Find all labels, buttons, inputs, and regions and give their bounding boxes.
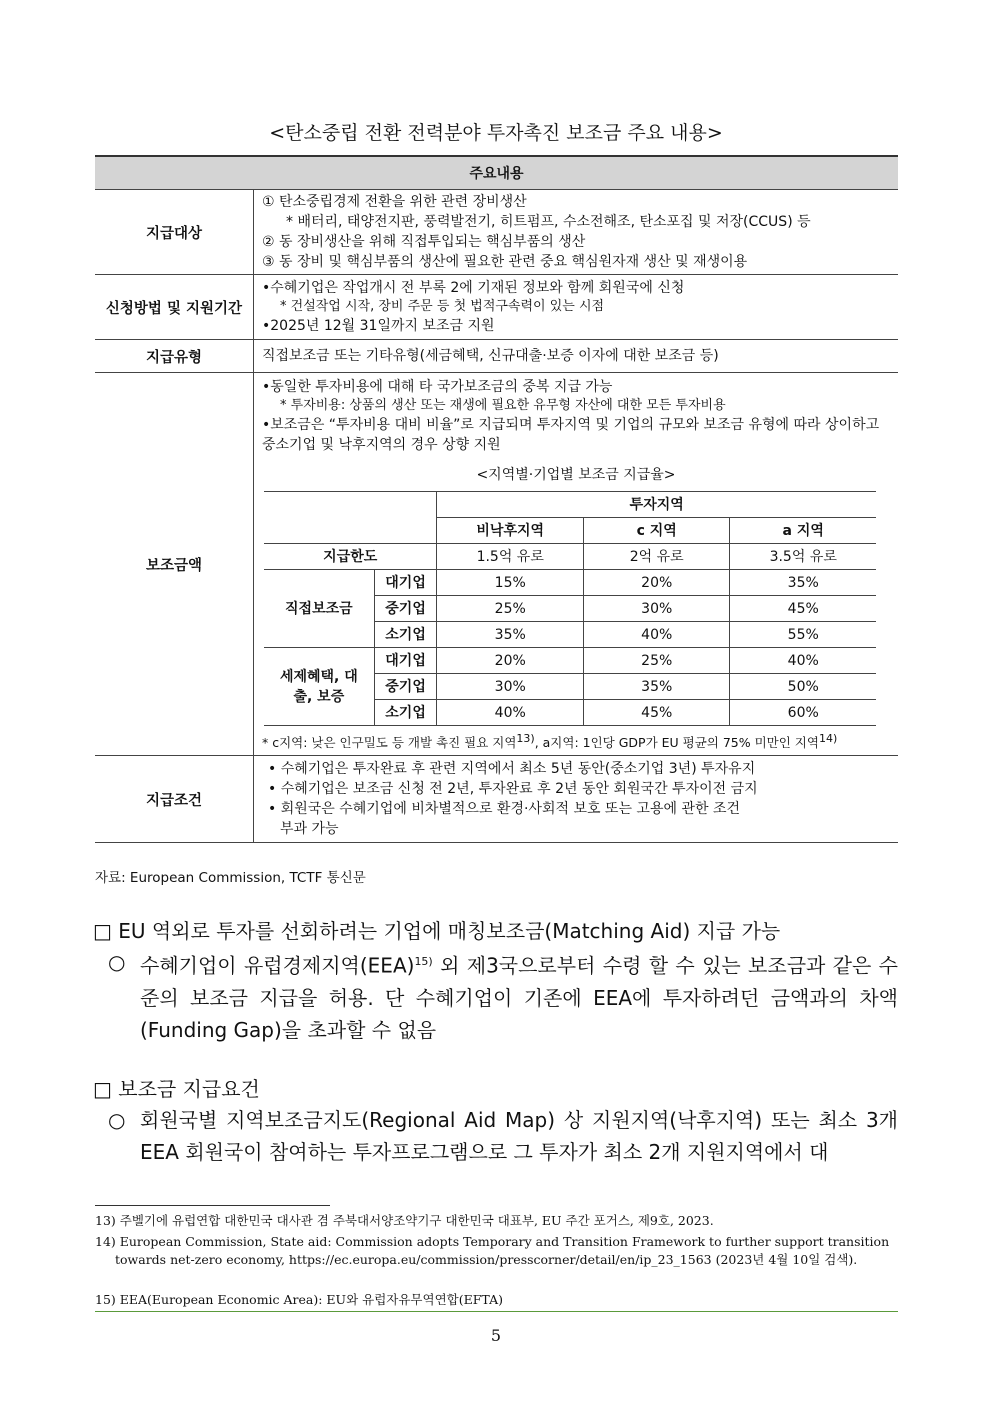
table-header: 주요내용 [95, 156, 898, 190]
list-item: • 수혜기업은 투자완료 후 관련 지역에서 최소 5년 동안(중소기업 3년) 투자유지 [268, 761, 756, 778]
footnote-13: 13) 주벨기에 유럽연합 대한민국 대사관 겸 주북대서양조약기구 대한민국 대표부, EU 주간 포거스, 제9호, 2023. [95, 1213, 714, 1228]
footnote-ref-15[interactable]: 15) [414, 955, 433, 968]
rate-cell: 30% [583, 596, 730, 622]
rate-cell: 25% [437, 596, 584, 622]
note-text-a: , a지역: 1인당 GDP가 EU 평균의 75% 미만인 지역 [534, 735, 819, 751]
section-heading-requirements: □ 보조금 지급요건 [93, 1077, 260, 1101]
row-content-type: 직접보조금 또는 기타유형(세금혜택, 신규대출·보증 이자에 대한 보조금 등) [254, 340, 899, 373]
row-content-apply [254, 275, 899, 340]
row-label-type: 지급유형 [95, 340, 254, 373]
table-row [264, 648, 876, 674]
size-label: 소기업 [374, 622, 437, 648]
table-row [95, 340, 898, 373]
empty-corner [264, 492, 437, 544]
rate-table [264, 491, 876, 726]
list-item: • 회원국은 수혜기업에 비차별적으로 환경·사회적 보호 또는 고용에 관한 조건 [268, 801, 741, 818]
row-label-apply: 신청방법 및 지원기간 [95, 275, 254, 340]
size-label: 중기업 [374, 596, 437, 622]
rate-cell: 35% [730, 570, 876, 596]
bullet-text-b: 외 제3국으로부터 수령 할 수 있는 보조금과 같은 수준의 보조금 지급을 허용. 단 수혜기업이 기존에 EEA에 투자하려던 금액과의 차액(Funding Gap)을 초과할 수 없음 [140, 953, 898, 1042]
bullet-text: 회원국별 지역보조금지도(Regional Aid Map) 상 지원지역(낙후지역) 또는 최소 3개 EEA 회원국이 참여하는 투자프로그램으로 그 투자가 최소 2개 지원지역에서 대 [140, 1108, 898, 1164]
rate-cell: 40% [730, 648, 876, 674]
rate-cell: 50% [730, 674, 876, 700]
size-label: 중기업 [374, 674, 437, 700]
list-item: •수혜기업은 작업개시 전 부록 2에 기재된 정보와 함께 회원국에 신청 [262, 280, 685, 296]
bullet-text-a: 수혜기업이 유럽경제지역(EEA) [140, 953, 415, 978]
table-row [95, 373, 898, 756]
circle-bullet-icon: ○ [108, 1108, 126, 1132]
rate-cell: 60% [730, 700, 876, 726]
region-a: a 지역 [730, 518, 876, 544]
rate-cell: 35% [583, 674, 730, 700]
circle-bullet-icon: ○ [108, 950, 126, 974]
rate-cell: 30% [437, 674, 584, 700]
page-number: 5 [490, 1326, 502, 1345]
rate-cell: 45% [730, 596, 876, 622]
footnote-divider [95, 1205, 330, 1206]
list-item: 부과 가능 [280, 821, 339, 838]
list-item: ③ 동 장비 및 핵심부품의 생산에 필요한 관련 중요 핵심원자재 생산 및 재생이용 [262, 254, 748, 270]
size-label: 대기업 [374, 570, 437, 596]
rate-cell: 25% [583, 648, 730, 674]
table-row [264, 570, 876, 596]
page-title: <탄소중립 전환 전력분야 투자촉진 보조금 주요 내용> [269, 122, 723, 144]
list-item: * 배터리, 태양전지판, 풍력발전기, 히트펌프, 수소전해조, 탄소포집 및 저장(CCUS) 등 [286, 214, 811, 230]
limit-cell: 1.5억 유로 [437, 544, 584, 570]
list-item: * 건설작업 시작, 장비 주문 등 첫 법적구속력이 있는 시점 [280, 299, 605, 314]
rate-cell: 15% [437, 570, 584, 596]
rate-cell: 40% [583, 622, 730, 648]
list-item: ② 동 장비생산을 위해 직접투입되는 핵심부품의 생산 [262, 234, 586, 250]
section-heading-matching-aid: □ EU 역외로 투자를 선회하려는 기업에 매칭보조금(Matching Aid) 지급 가능 [93, 919, 781, 943]
row-label-target: 지급대상 [95, 190, 254, 275]
row-content-amount [254, 373, 899, 756]
size-label: 대기업 [374, 648, 437, 674]
footnote-14: 14) European Commission, State aid: Commission adopts Temporary and Transition Framework to further support transition towards net-zero economy, https://ec.europa.eu/commission/presscorner/detail/en/ip_23_1563 (2023년 4월 10일 검색). [95, 1234, 890, 1267]
region-nonlagging: 비낙후지역 [437, 518, 584, 544]
rate-cell: 20% [437, 648, 584, 674]
table-row [264, 544, 876, 570]
footnote-15: 15) EEA(European Economic Area): EU와 유럽자유무역연합(EFTA) [95, 1291, 898, 1312]
table-row [95, 190, 898, 275]
region-header: 투자지역 [437, 492, 876, 518]
rate-cell: 35% [437, 622, 584, 648]
limit-label: 지급한도 [264, 544, 437, 570]
rate-table-title: <지역별·기업별 보조금 지급율> [476, 467, 676, 483]
size-label: 소기업 [374, 700, 437, 726]
rate-cell: 20% [583, 570, 730, 596]
bullet-requirements [108, 1104, 898, 1168]
bullet-matching-aid [108, 946, 898, 1046]
footnote-ref-14[interactable]: 14) [818, 732, 838, 745]
table-row [95, 275, 898, 340]
table-row [95, 756, 898, 843]
rate-cell: 45% [583, 700, 730, 726]
rate-cell: 55% [730, 622, 876, 648]
rate-cell: 40% [437, 700, 584, 726]
region-c: c 지역 [583, 518, 730, 544]
group-tax: 세제혜택, 대출, 보증 [264, 648, 374, 726]
list-item: •보조금은 “투자비용 대비 비율”로 지급되며 투자지역 및 기업의 규모와 보조금 유형에 따라 상이하고 중소기업 및 낙후지역의 경우 상향 지원 [262, 417, 880, 453]
limit-cell: 3.5억 유로 [730, 544, 876, 570]
note-text-c: * c지역: 낮은 인구밀도 등 개발 촉진 필요 지역 [262, 735, 517, 751]
list-item: * 투자비용: 상품의 생산 또는 재생에 필요한 유무형 자산에 대한 모든 투자비용 [280, 398, 726, 413]
row-content-target [254, 190, 899, 275]
list-item: ① 탄소중립경제 전환을 위한 관련 장비생산 [262, 194, 527, 210]
group-direct: 직접보조금 [264, 570, 374, 648]
row-label-amount: 보조금액 [95, 373, 254, 756]
subsidy-summary-table [95, 155, 898, 843]
list-item: • 수혜기업은 보조금 신청 전 2년, 투자완료 후 2년 동안 회원국간 투자이전 금지 [268, 781, 758, 798]
limit-cell: 2억 유로 [583, 544, 730, 570]
table-source: 자료: European Commission, TCTF 통신문 [95, 870, 366, 886]
footnote-ref-13[interactable]: 13) [516, 732, 535, 745]
list-item: •2025년 12월 31일까지 보조금 지원 [262, 318, 495, 334]
rate-table-note [262, 730, 890, 751]
row-label-condition: 지급조건 [95, 756, 254, 843]
list-item: •동일한 투자비용에 대해 타 국가보조금의 중복 지급 가능 [262, 379, 613, 395]
row-content-condition [254, 756, 899, 843]
